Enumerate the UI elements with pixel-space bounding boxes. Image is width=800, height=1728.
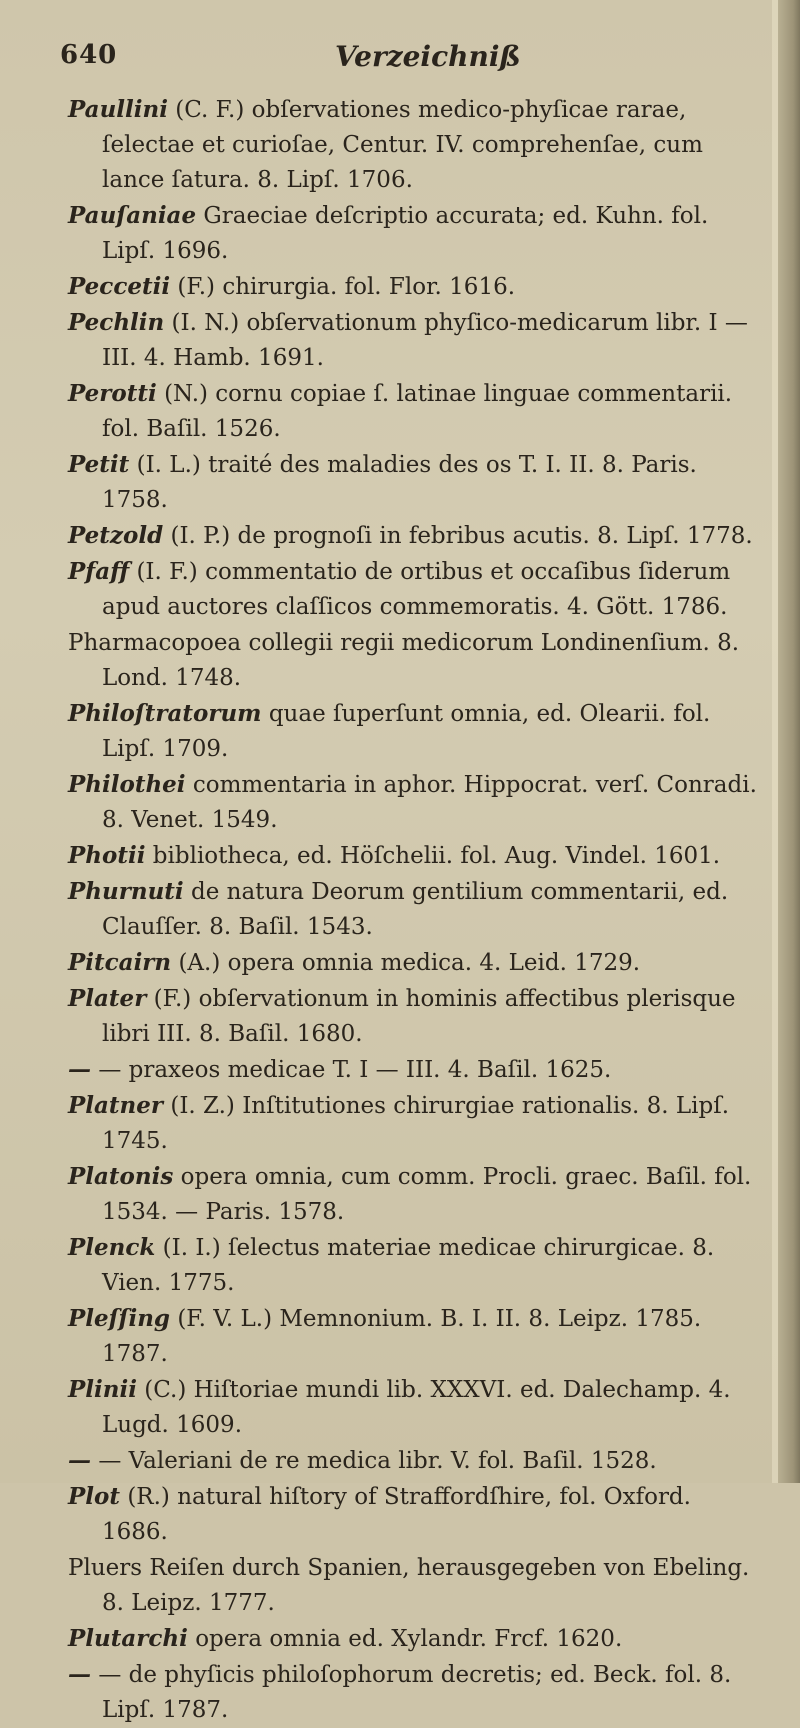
entry-author: — bbox=[68, 1056, 91, 1083]
list-item bbox=[68, 1052, 758, 1088]
entry-author: Plinii bbox=[68, 1376, 137, 1403]
entry-text: (F.) chirurgia. fol. Flor. 1616. bbox=[177, 274, 516, 300]
entry-author: — bbox=[68, 1661, 91, 1688]
entry-text: (F.) obſervationum in hominis affectibus plerisque libri III. 8. Baſil. 1680. bbox=[102, 986, 736, 1047]
entry-text: (I. Z.) Inſtitutiones chirurgiae rationalis. 8. Lipſ. 1745. bbox=[102, 1093, 730, 1154]
list-item bbox=[68, 1621, 758, 1657]
entry-text: Pharmacopoea collegii regii medicorum Londinenſium. 8. Lond. 1748. bbox=[68, 630, 740, 691]
list-item bbox=[68, 92, 758, 198]
list-item bbox=[68, 838, 758, 874]
list-item bbox=[68, 696, 758, 767]
entry-text: — praxeos medicae T. I — III. 4. Baſil. 1625. bbox=[98, 1057, 612, 1083]
list-item bbox=[68, 874, 758, 945]
entry-text: commentaria in aphor. Hippocrat. verſ. Conradi. 8. Venet. 1549. bbox=[102, 772, 757, 833]
entry-text: (C. F.) obſervationes medico-phyſicae rarae, ſelectae et curioſae, Centur. IV. comprehenſae, cum lance ſatura. 8. Lipſ. 1706. bbox=[102, 97, 703, 193]
list-item bbox=[68, 625, 758, 696]
list-item bbox=[68, 1159, 758, 1230]
list-item bbox=[68, 1443, 758, 1479]
entry-author: Plutarchi bbox=[68, 1625, 188, 1652]
entry-text: opera omnia ed. Xylandr. Frcf. 1620. bbox=[195, 1626, 623, 1652]
entry-text: — de phyſicis philoſophorum decretis; ed. Beck. fol. 8. Lipſ. 1787. bbox=[98, 1662, 732, 1723]
list-item bbox=[68, 376, 758, 447]
list-item bbox=[68, 1088, 758, 1159]
list-item bbox=[68, 518, 758, 554]
list-item bbox=[68, 1372, 758, 1443]
entry-author: Petzold bbox=[68, 522, 164, 549]
entry-author: Phurnuti bbox=[68, 878, 184, 905]
list-item bbox=[68, 305, 758, 376]
entry-text: (C.) Hiſtoriae mundi lib. XXXVI. ed. Dalechamp. 4. Lugd. 1609. bbox=[102, 1377, 731, 1438]
entry-author: Pitcairn bbox=[68, 949, 172, 976]
entry-author: Platonis bbox=[68, 1163, 174, 1190]
entry-text: (I. F.) commentatio de ortibus et occaſibus ſiderum apud auctores claſſicos commemoratis. 4. Gött. 1786. bbox=[102, 559, 731, 620]
entry-author: — bbox=[68, 1447, 91, 1474]
entry-text: opera omnia, cum comm. Procli. graec. Baſil. fol. 1534. — Paris. 1578. bbox=[102, 1164, 752, 1225]
list-item bbox=[68, 1550, 758, 1621]
entry-author: Pauſaniae bbox=[68, 202, 197, 229]
list-item bbox=[68, 1479, 758, 1550]
entry-author: Plater bbox=[68, 985, 147, 1012]
entry-author: Photii bbox=[68, 842, 146, 869]
entry-text: quae ſuperſunt omnia, ed. Olearii. fol. Lipſ. 1709. bbox=[102, 701, 711, 762]
entry-author: Petit bbox=[68, 451, 130, 478]
list-item bbox=[68, 1230, 758, 1301]
page-header bbox=[60, 40, 760, 80]
list-item bbox=[68, 1301, 758, 1372]
list-item bbox=[68, 945, 758, 981]
running-head: Verzeichniß bbox=[335, 40, 521, 73]
list-item bbox=[68, 767, 758, 838]
entry-author: Philothei bbox=[68, 771, 186, 798]
entry-author: Paullini bbox=[68, 96, 168, 123]
page-number: 640 bbox=[60, 40, 118, 70]
entry-author: Plenck bbox=[68, 1234, 156, 1261]
entry-author: Platner bbox=[68, 1092, 164, 1119]
entry-text: de natura Deorum gentilium commentarii, ed. Clauſſer. 8. Baſil. 1543. bbox=[102, 879, 729, 940]
entry-text: Pluers Reiſen durch Spanien, herausgegeben von Ebeling. 8. Leipz. 1777. bbox=[68, 1555, 750, 1616]
entry-text: (F. V. L.) Memnonium. B. I. II. 8. Leipz. 1785. 1787. bbox=[102, 1306, 702, 1367]
entry-text: (I. P.) de prognoſi in febribus acutis. 8. Lipſ. 1778. bbox=[170, 523, 753, 549]
entry-text: (R.) natural hiſtory of Straffordſhire, fol. Oxford. 1686. bbox=[102, 1484, 691, 1545]
entry-author: Peccetii bbox=[68, 273, 171, 300]
entry-author: Perotti bbox=[68, 380, 157, 407]
list-item bbox=[68, 269, 758, 305]
entry-text: — Valeriani de re medica libr. V. fol. Baſil. 1528. bbox=[98, 1448, 657, 1474]
entry-text: (N.) cornu copiae ſ. latinae linguae commentarii. fol. Baſil. 1526. bbox=[102, 381, 733, 442]
list-item bbox=[68, 198, 758, 269]
entry-author: Pfaff bbox=[68, 558, 130, 585]
entry-author: Pechlin bbox=[68, 309, 165, 336]
entry-author: Pleſſing bbox=[68, 1305, 170, 1332]
book-spine-edge bbox=[778, 0, 800, 1483]
list-item bbox=[68, 981, 758, 1052]
entry-author: Philoſtratorum bbox=[68, 700, 262, 727]
entry-author: Plot bbox=[68, 1483, 120, 1510]
entry-text: (I. I.) ſelectus materiae medicae chirurgicae. 8. Vien. 1775. bbox=[102, 1235, 715, 1296]
list-item bbox=[68, 1657, 758, 1728]
entry-text: (I. L.) traité des maladies des os T. I. II. 8. Paris. 1758. bbox=[102, 452, 697, 513]
list-item bbox=[68, 554, 758, 625]
list-item bbox=[68, 447, 758, 518]
entry-text: Graeciae deſcriptio accurata; ed. Kuhn. fol. Lipſ. 1696. bbox=[102, 203, 709, 264]
entry-text: (A.) opera omnia medica. 4. Leid. 1729. bbox=[178, 950, 641, 976]
entry-text: (I. N.) obſervationum phyſico-medicarum libr. I — III. 4. Hamb. 1691. bbox=[102, 310, 748, 371]
entry-text: bibliotheca, ed. Höſchelii. fol. Aug. Vindel. 1601. bbox=[152, 843, 721, 869]
